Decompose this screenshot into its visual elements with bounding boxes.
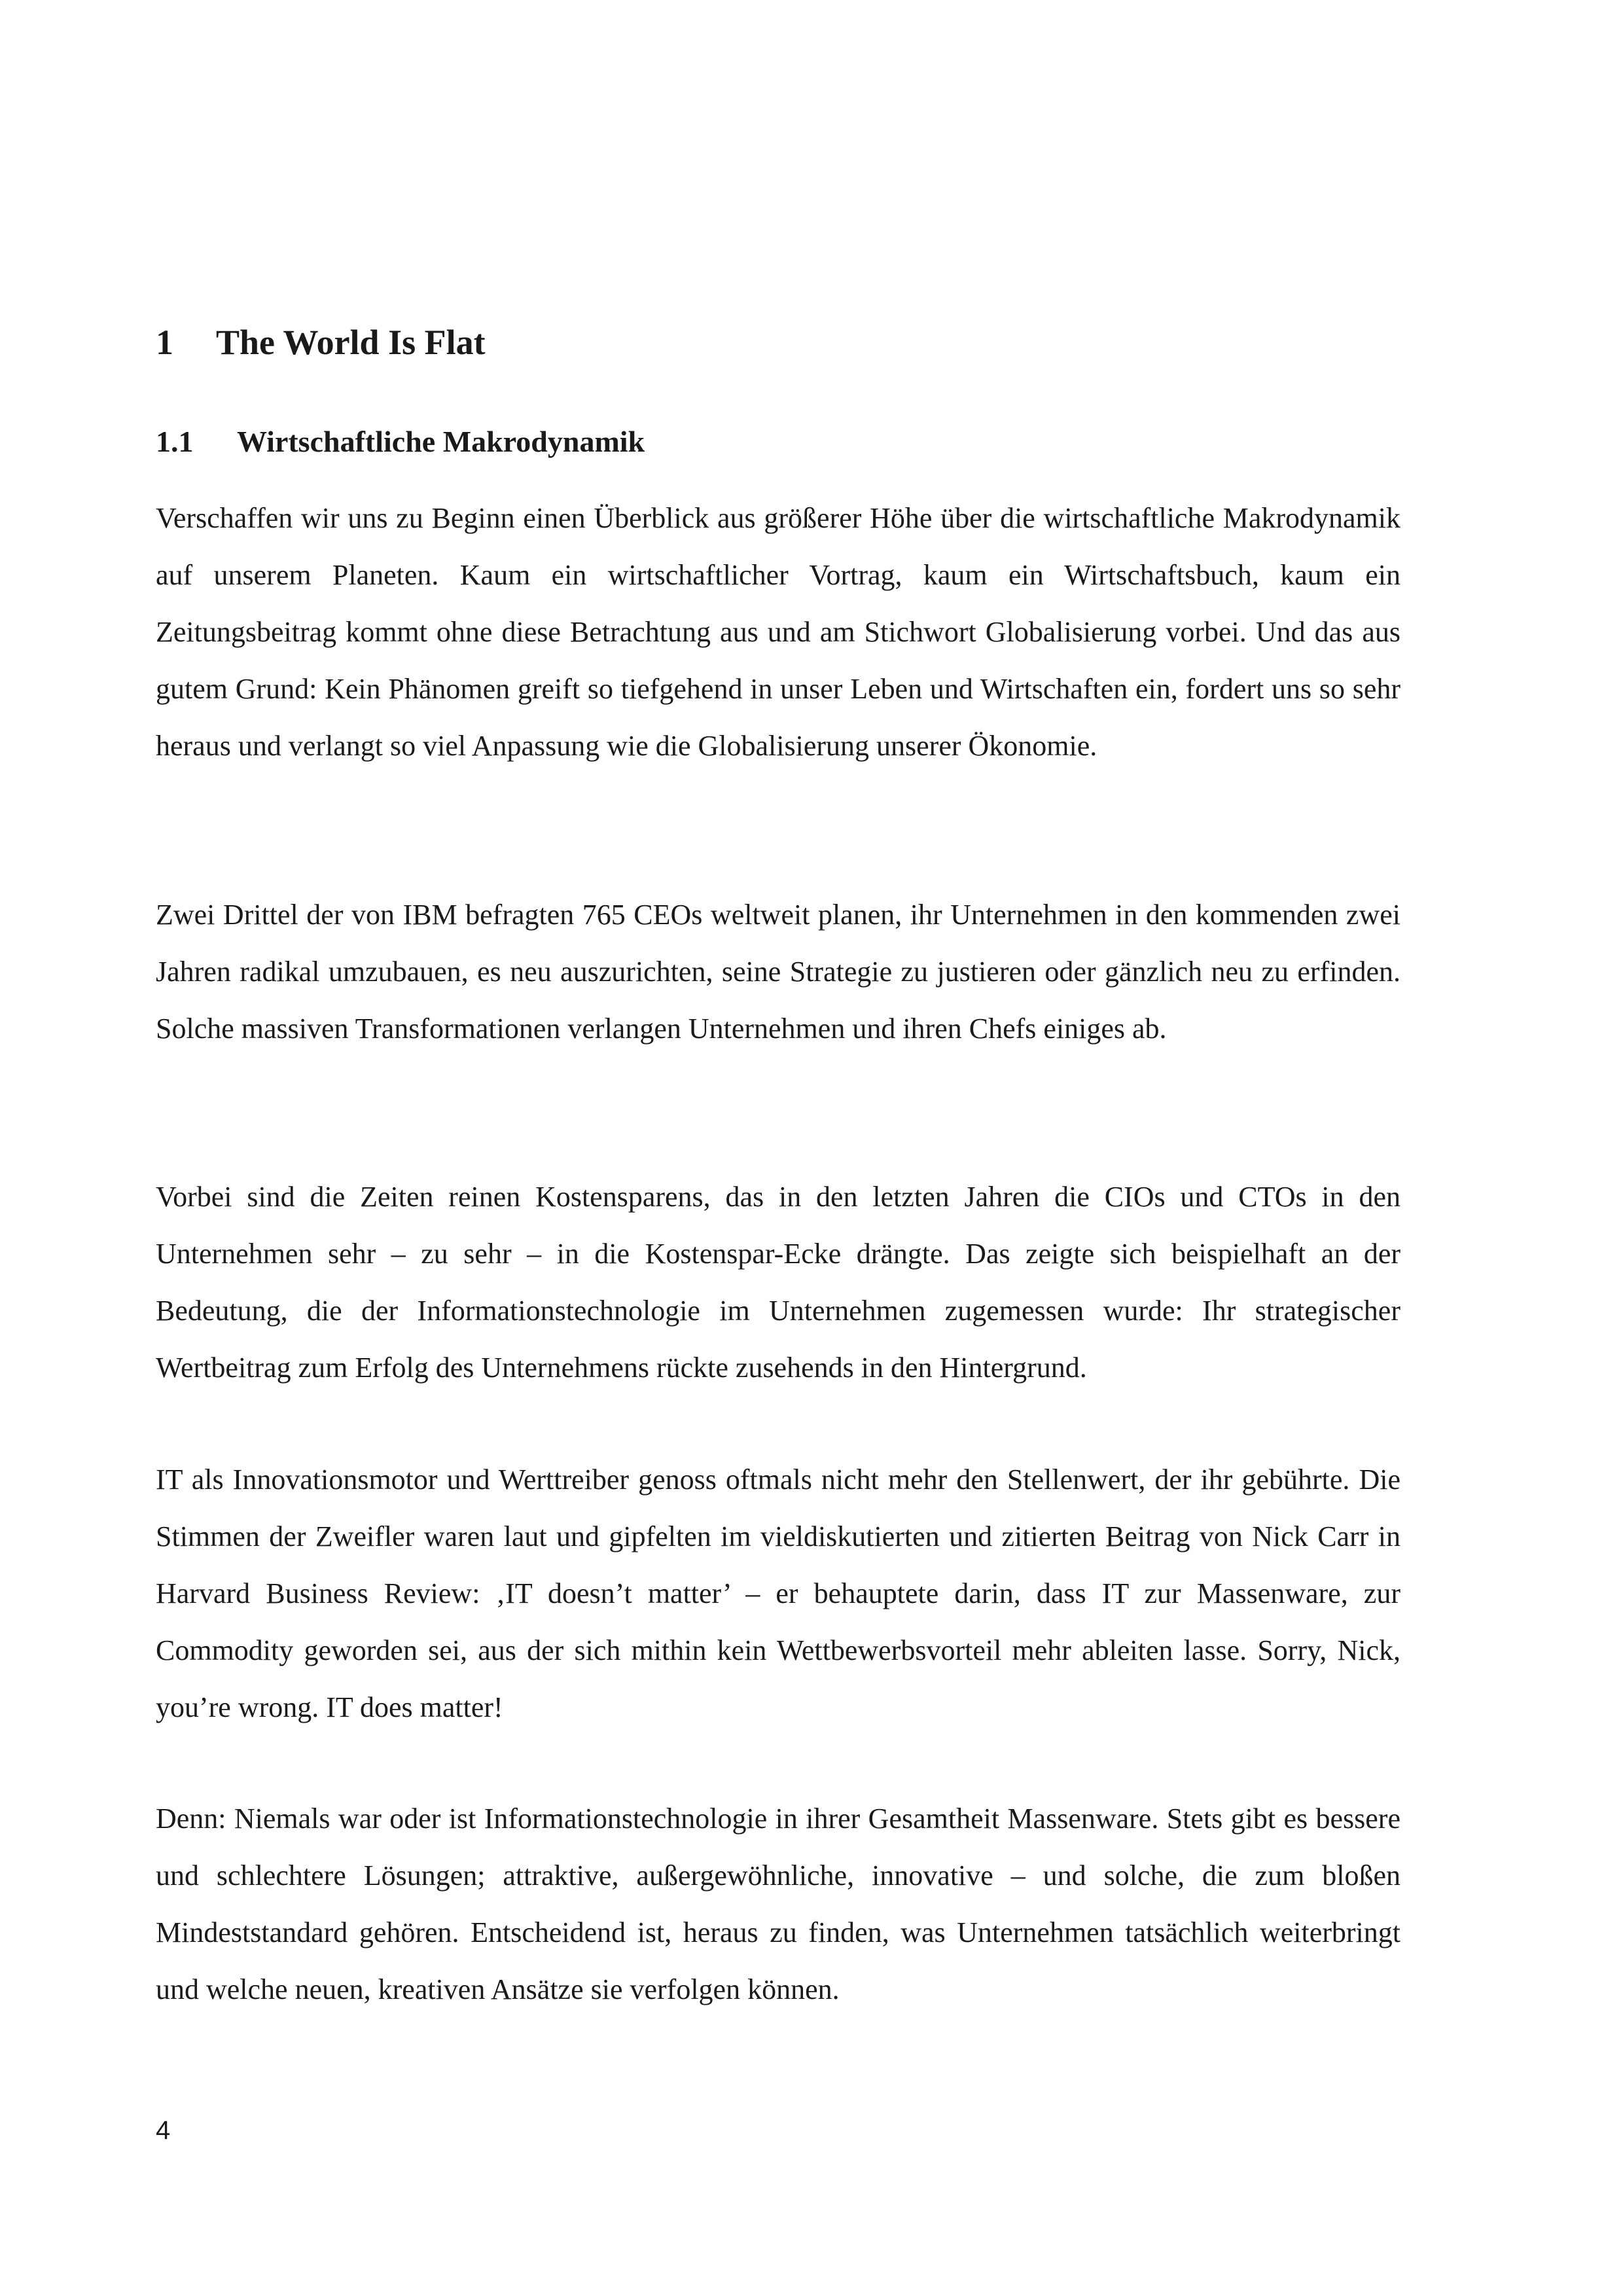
paragraph-4: IT als Innovationsmotor und Werttreiber genoss oftmals nicht mehr den Stellenwert, der ihr gebührte. Die Stimmen der Zweifler waren laut und gipfelten im vieldiskutierten und zitierten Beitrag von Nick Carr in Harvard Business Review: ‚IT doesn’t matter’ – er behauptete darin, dass IT zur Massenware, zur Commodity geworden sei, aus der sich mithin kein Wettbewerbsvorteil mehr ableiten lasse. Sorry, Nick, you’re wrong. IT does matter! — [156, 1463, 1400, 1723]
page-number: 4 — [156, 2116, 171, 2145]
chapter-heading — [156, 319, 486, 365]
chapter-title: The World Is Flat — [216, 323, 486, 362]
section-number: 1.1 — [156, 425, 194, 458]
section-heading — [156, 422, 645, 461]
paragraph-5: Denn: Niemals war oder ist Informationstechnologie in ihrer Gesamtheit Massenware. Stets gibt es bessere und schlechtere Lösungen; attraktive, außergewöhnliche, innovative – und solche, die zum bloßen Mindeststandard gehören. Entscheidend ist, heraus zu finden, was Unternehmen tatsächlich weiterbringt und welche neuen, kreativen Ansätze sie verfolgen können. — [156, 1803, 1400, 2005]
paragraph-2: Zwei Drittel der von IBM befragten 765 CEOs weltweit planen, ihr Unternehmen in den kommenden zwei Jahren radikal umzubauen, es neu auszurichten, seine Strategie zu justieren oder gänzlich neu zu erfinden. Solche massiven Transformationen verlangen Unternehmen und ihren Chefs einiges ab. — [156, 899, 1400, 1045]
paragraph-1: Verschaffen wir uns zu Beginn einen Überblick aus größerer Höhe über die wirtschaftliche Makrodynamik auf unserem Planeten. Kaum ein wirtschaftlicher Vortrag, kaum ein Wirtschaftsbuch, kaum ein Zeitungsbeitrag kommt ohne diese Betrachtung aus und am Stichwort Globalisierung vorbei. Und das aus gutem Grund: Kein Phänomen greift so tiefgehend in unser Leben und Wirtschaften ein, fordert uns so sehr heraus und verlangt so viel Anpassung wie die Globalisierung unserer Ökonomie. — [156, 502, 1400, 762]
chapter-number: 1 — [156, 323, 173, 362]
section-title: Wirtschaftliche Makrodynamik — [237, 425, 645, 458]
paragraph-3: Vorbei sind die Zeiten reinen Kostensparens, das in den letzten Jahren die CIOs und CTOs in den Unternehmen sehr – zu sehr – in die Kostenspar-Ecke drängte. Das zeigte sich beispielhaft an der Bedeutung, die der Informationstechnologie im Unternehmen zugemessen wurde: Ihr strategischer Wertbeitrag zum Erfolg des Unternehmens rückte zusehends in den Hintergrund. — [156, 1181, 1400, 1384]
